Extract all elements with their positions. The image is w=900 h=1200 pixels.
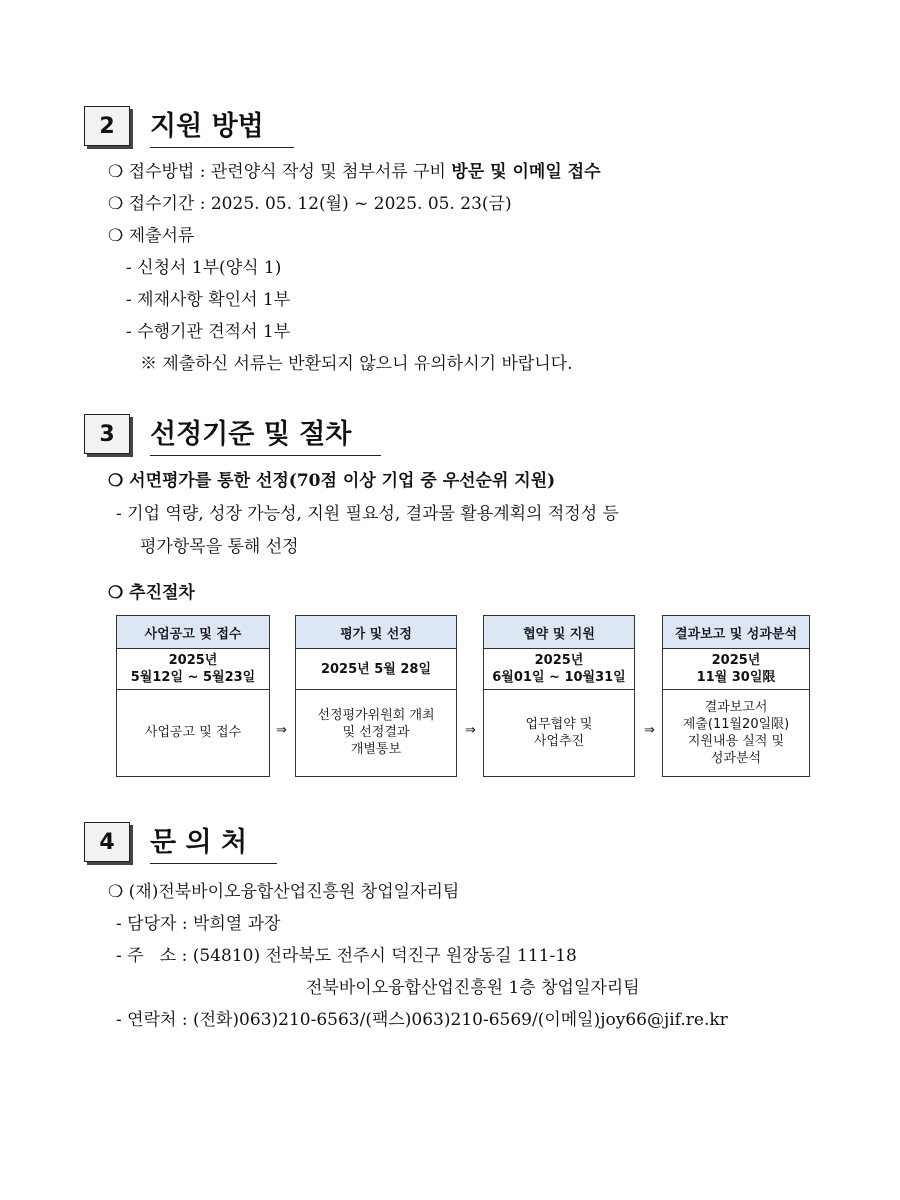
doc-item: - 수행기관 견적서 1부 (126, 322, 291, 342)
section-title: 선정기준 및 절차 (150, 412, 381, 456)
contact-address: - 주 소 : (54810) 전라북도 전주시 덕진구 원장동길 111-18 (116, 946, 577, 966)
step-date: 2025년 11월 30일限 (663, 649, 809, 690)
evaluation-items-cont: 평가항목을 통해 선정 (140, 537, 299, 557)
step-description: 사업공고 및 접수 (144, 725, 242, 740)
step-date: 2025년 5월 28일 (296, 649, 456, 690)
receipt-method-emphasis: 방문 및 이메일 접수 (451, 162, 601, 182)
process-step-2 (295, 615, 457, 777)
doc-item: - 제재사항 확인서 1부 (126, 290, 291, 310)
step-description: 업무협약 및 사업추진 (525, 716, 593, 749)
contact-org: ❍ (재)전북바이오융합산업진흥원 창업일자리팀 (108, 882, 460, 902)
step-description: 선정평가위원회 개최 및 선정결과 개별통보 (317, 708, 435, 757)
step-description: 결과보고서 제출(11월20일限) 지원내용 실적 및 성과분석 (682, 699, 790, 766)
receipt-method: ❍ 접수방법 : 관련양식 작성 및 첨부서류 구비 방문 및 이메일 접수 (108, 162, 601, 182)
arrow-icon: ⇒ (644, 723, 655, 738)
step-header: 결과보고 및 성과분석 (663, 616, 809, 649)
step-date: 2025년 5월12일 ~ 5월23일 (117, 649, 269, 690)
submission-docs-title: ❍ 제출서류 (108, 226, 195, 246)
section-number: 4 (84, 822, 130, 862)
section-title: 문 의 처 (150, 820, 277, 864)
section-number: 3 (84, 414, 130, 454)
doc-item: - 신청서 1부(양식 1) (126, 258, 282, 278)
arrow-icon: ⇒ (276, 723, 287, 738)
section-4-heading (84, 822, 277, 862)
section-number: 2 (84, 106, 130, 146)
selection-criteria: ❍ 서면평가를 통한 선정(70점 이상 기업 중 우선순위 지원) (108, 471, 556, 491)
step-header: 협약 및 지원 (484, 616, 634, 649)
section-2-heading (84, 106, 294, 146)
process-step-3 (483, 615, 635, 777)
section-title: 지원 방법 (150, 104, 294, 148)
step-date: 2025년 6월01일 ~ 10월31일 (484, 649, 634, 690)
contact-phone: - 연락처 : (전화)063)210-6563/(팩스)063)210-6569/(이메일)joy66@jif.re.kr (116, 1010, 728, 1030)
step-header: 평가 및 선정 (296, 616, 456, 649)
step-header: 사업공고 및 접수 (117, 616, 269, 649)
evaluation-items: - 기업 역량, 성장 가능성, 지원 필요성, 결과물 활용계획의 적정성 등 (116, 504, 619, 524)
arrow-icon: ⇒ (465, 723, 476, 738)
submission-note: ※ 제출하신 서류는 반환되지 않으니 유의하시기 바랍니다. (140, 354, 573, 374)
process-step-1 (116, 615, 270, 777)
receipt-period: ❍ 접수기간 : 2025. 05. 12(월) ~ 2025. 05. 23(금) (108, 194, 512, 214)
contact-address-cont: 전북바이오융합산업진흥원 1층 창업일자리팀 (306, 978, 640, 998)
process-step-4 (662, 615, 810, 777)
section-3-heading (84, 414, 381, 454)
procedure-title: ❍ 추진절차 (108, 583, 195, 603)
contact-manager: - 담당자 : 박희열 과장 (116, 914, 281, 934)
